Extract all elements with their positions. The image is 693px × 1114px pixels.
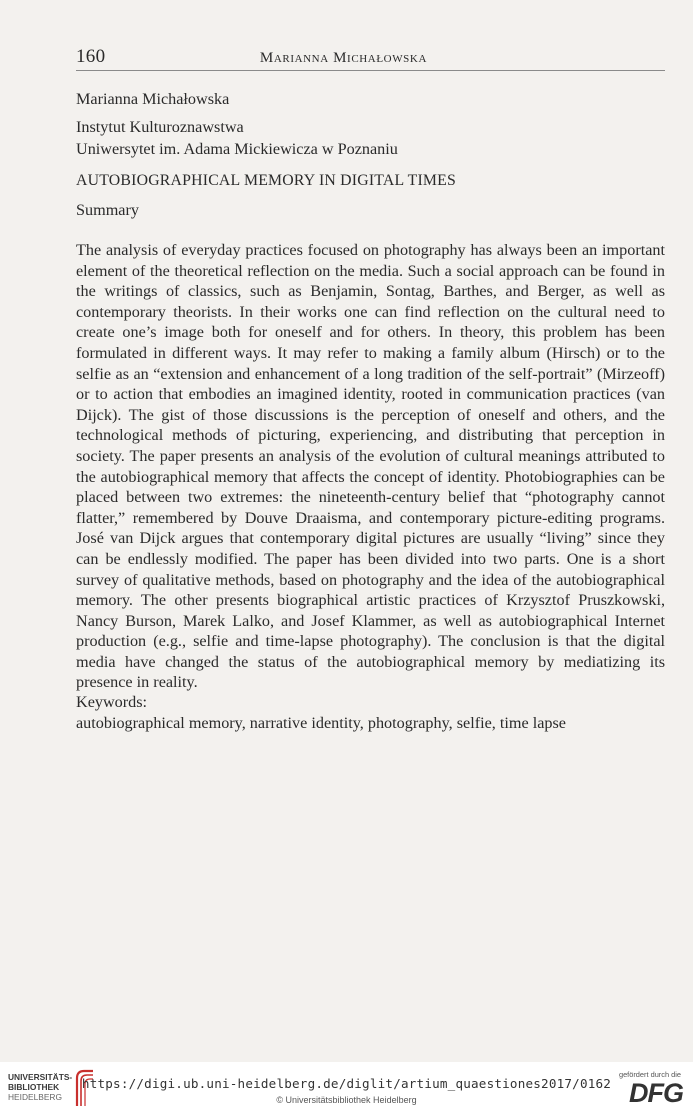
running-head — [76, 44, 665, 71]
summary-heading: Summary — [76, 201, 139, 219]
page-number: 160 — [76, 46, 106, 67]
funder-tagline: gefördert durch die — [618, 1070, 681, 1079]
permalink-url[interactable]: https://digi.ub.uni-heidelberg.de/diglit/artium_quaestiones2017/0162 — [81, 1076, 612, 1091]
author-name: Marianna Michałowska — [76, 90, 230, 108]
affiliation-institute: Instytut Kulturoznawstwa — [76, 118, 244, 136]
abstract-text: The analysis of everyday practices focused on photography has always been an important element of the theoretical reflection on the media. Such a social approach can be found in the writings of classics, such as Benjamin, Sontag, Barthes, and Berger, as well as contemporary theorists. In their works one can find reflection on the cultural need to create one’s image both for oneself and for others. In theory, this problem has been formulated in different ways. It may refer to making a family album (Hirsch) or to the selfie as an “extension and enhancement of a long tradition of the self-portrait” (Mirzeoff) or to action that embodies an imagined identity, rooted in communication practices (van Dijck). The gist of those discussions is the perception of oneself and others, and the technological methods of picturing, experiencing, and distributing that perception in society. The paper presents an analysis of the evolution of cultural meanings attributed to the autobiographical memory that affects the concept of identity. Photobiographies can be placed between two extremes: the nineteenth-century belief that “photography cannot flatter,” remembered by Douve Draaisma, and contemporary picture-editing programs. José van Dijck argues that contemporary digital pictures are usually “living” since they can be endlessly modified. The paper has been divided into two parts. One is a short survey of qualitative methods, based on photography and the idea of the autobiographical memory. The other presents biographical artistic practices of Krzysztof Pruszkowski, Nancy Burson, Marek Lalko, and Josef Klammer, as well as autobiographical Internet production (e.g., selfie and time-lapse photography). The conclusion is that the digital media have changed the status of the autobiographical memory by mediatizing its presence in reality. — [76, 241, 665, 692]
running-title: Marianna Michałowska — [259, 50, 427, 66]
funder-logo[interactable]: DFG — [629, 1078, 683, 1108]
author-block — [76, 88, 398, 160]
library-logo-line-3: HEIDELBERG — [8, 1092, 62, 1102]
copyright-notice: © Universitätsbibliothek Heidelberg — [276, 1095, 417, 1105]
digitization-footer — [0, 1062, 693, 1114]
affiliation-university: Uniwersytet im. Adama Mickiewicza w Poznaniu — [76, 140, 398, 158]
library-logo-line-2: BIBLIOTHEK — [8, 1082, 60, 1092]
keywords-heading: Keywords: — [76, 693, 148, 711]
article-title: AUTOBIOGRAPHICAL MEMORY IN DIGITAL TIMES — [76, 172, 457, 189]
keywords-list: autobiographical memory, narrative identity, photography, selfie, time lapse — [76, 714, 566, 732]
library-logo-line-1: UNIVERSITÄTS- — [8, 1072, 73, 1082]
